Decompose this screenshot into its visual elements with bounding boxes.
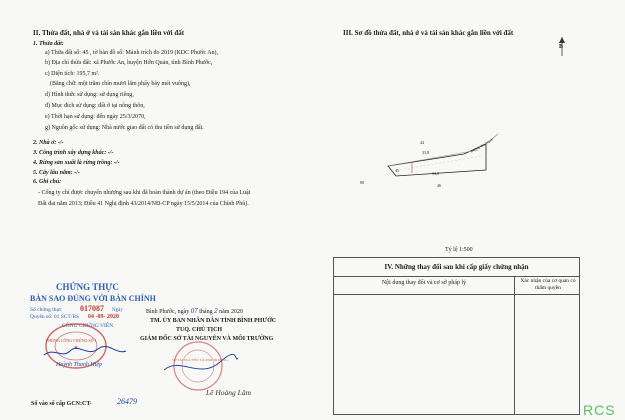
seal-inner-text: ★	[73, 346, 79, 351]
stamp-date: 04 -09- 2020	[88, 314, 119, 320]
changes-table	[333, 257, 580, 415]
signing-line-3: GIÁM ĐỐC SỞ TÀI NGUYÊN VÀ MÔI TRƯỜNG	[140, 336, 274, 342]
changes-header-row	[334, 276, 579, 295]
land-line-b: b) Địa chỉ thửa đất: xã Phước An, huyện Hớn Quản, tỉnh Bình Phước,	[45, 60, 213, 66]
land-line-words: (Bằng chữ: một trăm chín mươi lăm phẩy bảy mét vuông),	[50, 81, 191, 87]
land-line-d: d) Hình thức sử dụng: sử dụng riêng,	[45, 92, 134, 98]
notes-line-2: Đất đai năm 2013; Điều 41 Nghị định 43/2014/NĐ-CP ngày 15/5/2014 của Chính Phủ).	[38, 201, 249, 207]
plot-label-bottom: 46	[437, 183, 441, 188]
land-line-dd: đ) Mục đích sử dụng: đất ở tại nông thôn,	[45, 103, 145, 109]
signing-month-word: tháng	[199, 309, 213, 315]
signing-month: 2	[214, 307, 218, 315]
house-line: 2. Nhà ở: -/-	[33, 140, 64, 146]
plot-label-bottom-inner: 33,3	[432, 171, 439, 176]
stamp-title: CHỨNG THỰC	[56, 282, 119, 292]
section-ii-title: II. Thửa đất, nhà ở và tài sản khác gắn liền với đất	[33, 29, 185, 37]
changes-col-content: Nội dung thay đổi và cơ sở pháp lý	[381, 280, 467, 286]
official-signature-name: Huỳnh Thanh Hiệp	[56, 362, 102, 368]
signing-line-1: TM. ỦY BAN NHÂN DÂN TỈNH BÌNH PHƯỚC	[150, 318, 277, 324]
land-line-e: e) Thời hạn sử dụng: đến ngày 25/3/2070,	[45, 114, 146, 120]
official-seal-icon	[160, 340, 240, 392]
plot-number: 45	[395, 168, 399, 173]
scale-label: Tỷ lệ 1:500	[445, 247, 473, 253]
changes-title: IV. Những thay đổi sau khi cấp giấy chứng nhận	[334, 258, 579, 277]
signing-year: năm 2020	[219, 309, 243, 315]
north-label: B	[559, 44, 564, 50]
plot-label-left: 80	[360, 180, 364, 185]
changes-col-confirm: Xác nhận của cơ quan có thẩm quyền	[520, 278, 576, 291]
signer-name: Lê Hoàng Lâm	[206, 388, 252, 397]
signing-day: 07	[190, 307, 198, 315]
land-line-g: g) Nguồn gốc sử dụng: Nhà nước giao đất có thu tiền sử dụng đất.	[45, 125, 204, 131]
signing-place-date	[146, 307, 243, 316]
cert-book-label: Số vào sổ cấp GCN:CT-	[31, 401, 92, 407]
land-line-a: a) Thửa đất số: 45 , tờ bản đồ số: Mảnh trích đo 2019 (KDC Phước An),	[45, 50, 219, 56]
stamp-official: CÔNG CHỨNG VIÊN	[62, 323, 114, 329]
notary-seal-text: PHÒNG CÔNG CHỨNG SỐ 1	[46, 338, 97, 343]
stamp-number: 017087	[80, 304, 104, 313]
stamp-number-label: Số chứng thực	[30, 307, 62, 313]
trees-line: 5. Cây lâu năm: -/-	[33, 170, 80, 176]
changes-divider	[514, 276, 515, 415]
works-line: 3. Công trình xây dựng khác: -/-	[33, 150, 114, 156]
stamp-date-label: Ngày	[112, 308, 123, 313]
plot-label-top: 44	[420, 140, 424, 145]
stamp-book: Quyển số: 01 SCT/BS	[30, 314, 80, 320]
signing-line-2: TUQ. CHỦ TỊCH	[176, 327, 223, 333]
cert-book-number: 26479	[117, 397, 137, 406]
notes-heading: 6. Ghi chú:	[33, 179, 62, 185]
land-line-c: c) Diện tích: 195,7 m².	[45, 71, 100, 77]
plot-label-road: Đường quy hoạch	[470, 137, 494, 154]
corner-mark: RCS	[583, 402, 616, 418]
forest-line: 4. Rừng sản xuất là rừng trồng: -/-	[33, 160, 120, 166]
notes-line-1: - Công ty chỉ được chuyển nhượng sau khi đã hoàn thành dự án (theo Điều 194 của Luật	[38, 190, 251, 196]
stamp-subtitle: BẢN SAO ĐÚNG VỚI BẢN CHÍNH	[30, 294, 156, 303]
plot-label-top-inner: 33,8	[422, 150, 429, 155]
signing-prefix: Bình Phước, ngày	[146, 309, 190, 315]
section-iii-title: III. Sơ đồ thửa đất, nhà ở và tài sản khác gắn liền với đất	[343, 29, 514, 37]
land-heading: 1. Thửa đất:	[33, 41, 64, 47]
official-seal-text: SỞ TÀI NGUYÊN VÀ MÔI TRƯỜNG	[172, 358, 228, 362]
